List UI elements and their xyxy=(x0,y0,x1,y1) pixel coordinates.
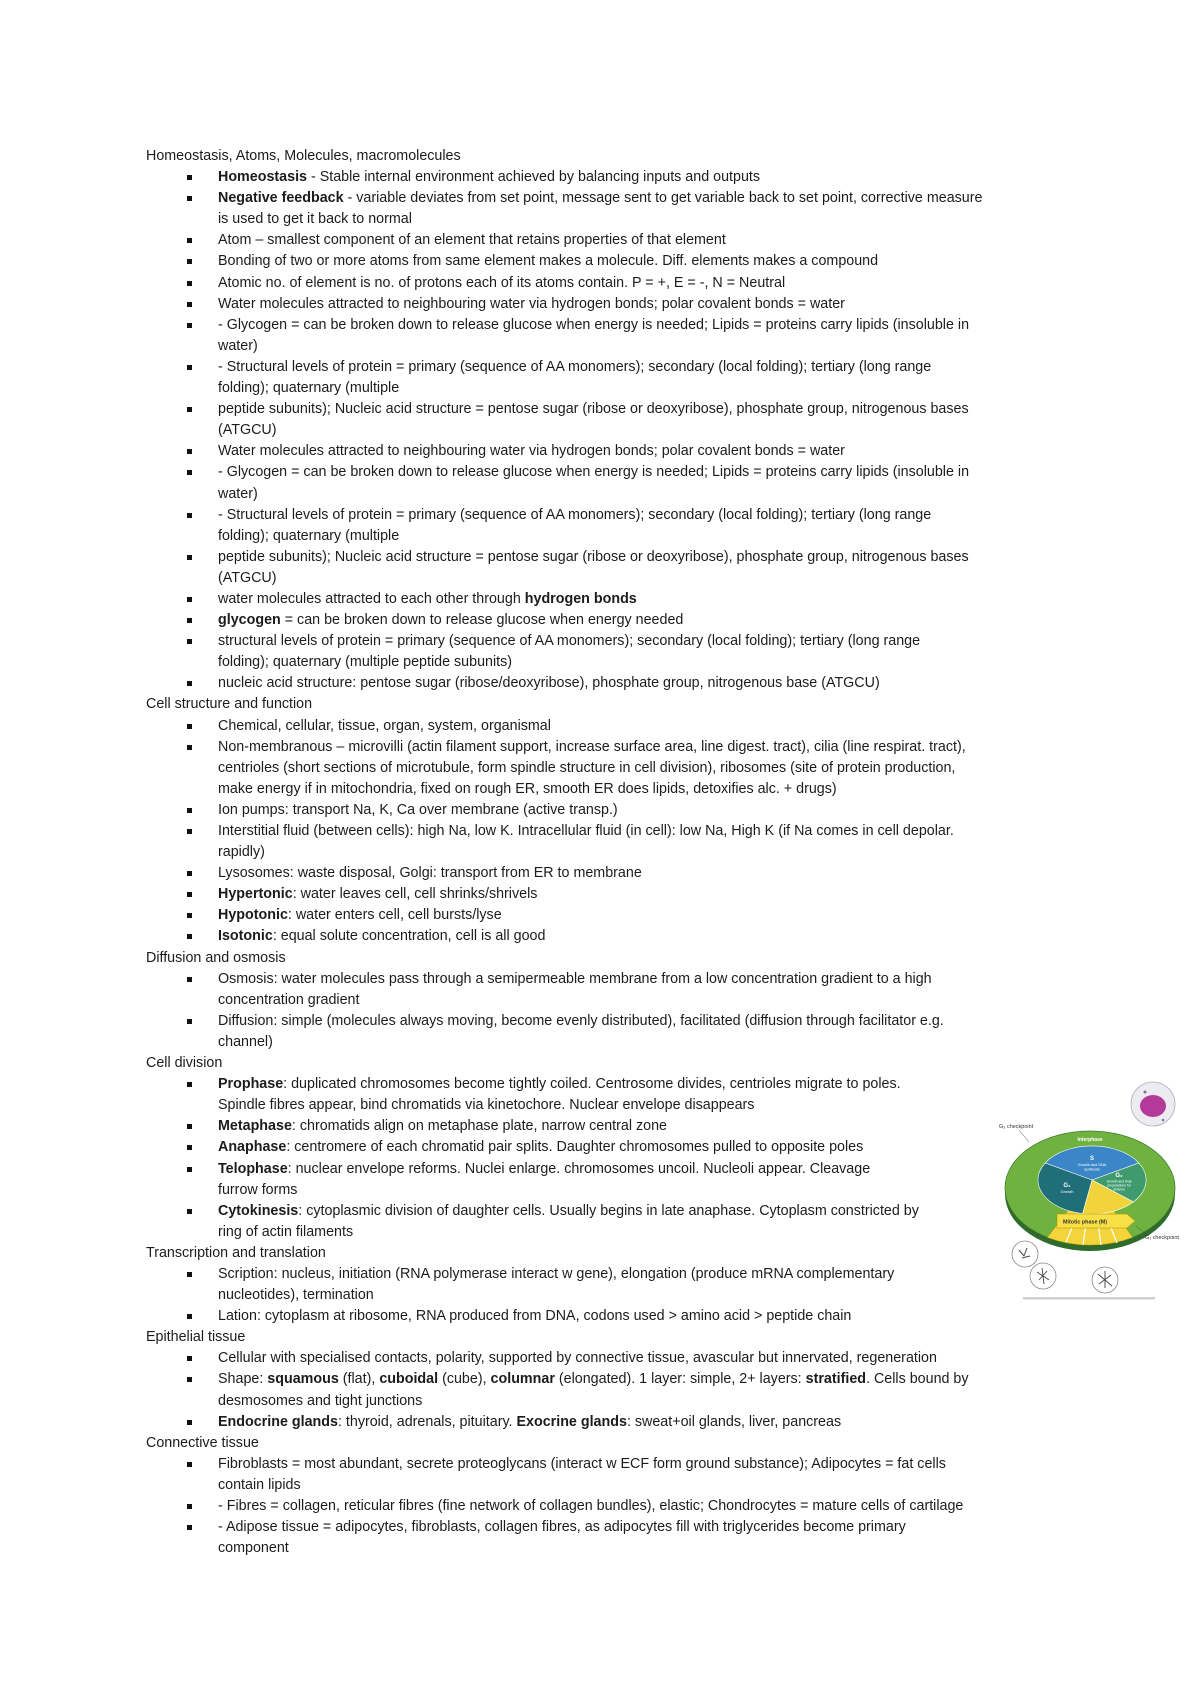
bullet-square-icon xyxy=(187,302,192,307)
text-run: : sweat+oil glands, liver, pancreas xyxy=(626,1413,842,1430)
bullet-text-line: water) xyxy=(218,485,258,502)
bold-term: Metaphase xyxy=(218,1118,292,1135)
bullet-item xyxy=(0,357,1200,399)
bullet-item xyxy=(0,441,1200,462)
text-run: Shape: xyxy=(218,1371,268,1388)
bullet-square-icon xyxy=(187,238,192,243)
bullet-square-icon xyxy=(187,365,192,370)
bullet-text-line: Cellular with specialised contacts, polarity, supported by connective tissue, avascular but innervated, regeneration xyxy=(218,1350,937,1367)
g2-phase-description: Growth and final xyxy=(1106,1179,1132,1184)
section-heading: Cell division xyxy=(146,1055,223,1072)
text-run: (flat), xyxy=(338,1371,380,1388)
bold-term: stratified xyxy=(805,1371,867,1388)
bold-term: glycogen xyxy=(218,612,281,629)
bold-term: Isotonic xyxy=(218,928,273,945)
section-heading: Transcription and translation xyxy=(146,1244,326,1261)
section-heading: Homeostasis, Atoms, Molecules, macromolecules xyxy=(146,148,461,164)
bullet-item xyxy=(0,547,1200,589)
bullet-item xyxy=(0,905,1200,926)
section-heading: Cell structure and function xyxy=(146,696,313,713)
bullet-text-line: Ion pumps: transport Na, K, Ca over membrane (active transp.) xyxy=(218,801,618,818)
bullet-text-line: - Structural levels of protein = primary (sequence of AA monomers); secondary (local folding); tertiary (long range xyxy=(218,506,932,523)
bullet-text-line xyxy=(0,167,1200,188)
section-heading: Diffusion and osmosis xyxy=(146,949,286,966)
bullet-text-line: - Adipose tissue = adipocytes, fibroblasts, collagen fibres, as adipocytes fill with triglycerides become primary xyxy=(218,1519,906,1536)
bullet-square-icon xyxy=(187,1082,192,1087)
bullet-text-line xyxy=(0,589,1200,610)
bullet-item xyxy=(0,505,1200,547)
bold-term: Negative feedback xyxy=(218,190,344,207)
bullet-item xyxy=(0,716,1200,737)
bullet-square-icon xyxy=(187,1124,192,1129)
bold-term: Exocrine glands xyxy=(516,1413,627,1430)
g2-phase-description: division xyxy=(1113,1187,1125,1192)
bullet-text-line: - Glycogen = can be broken down to release glucose when energy is needed; Lipids = proteins carry lipids (insoluble in xyxy=(218,464,970,481)
bullet-square-icon xyxy=(187,913,192,918)
cell-cycle-figure xyxy=(995,1068,1195,1308)
bullet-square-icon xyxy=(187,1209,192,1214)
bullet-square-icon xyxy=(187,1145,192,1150)
bold-term: Cytokinesis xyxy=(218,1202,299,1219)
bullet-text-line: nucleic acid structure: pentose sugar (ribose/deoxyribose), phosphate group, nitrogenous base (ATGCU) xyxy=(218,675,880,692)
text-run: : water leaves cell, cell shrinks/shrivels xyxy=(292,886,538,903)
bullet-item xyxy=(0,1412,1200,1433)
bullet-item xyxy=(0,188,1200,230)
bullet-item xyxy=(0,462,1200,504)
bullet-text-line: (ATGCU) xyxy=(218,569,277,586)
bullet-text-line: Lysosomes: waste disposal, Golgi: transport from ER to membrane xyxy=(218,865,642,882)
bullet-text-line xyxy=(0,926,1200,947)
bullet-text-line: ring of actin filaments xyxy=(218,1223,354,1240)
bullet-text-line: Water molecules attracted to neighbouring water via hydrogen bonds; polar covalent bonds = water xyxy=(218,295,845,312)
bullet-text-line xyxy=(0,188,1200,209)
text-run: . Cells bound by xyxy=(866,1371,969,1388)
bullet-text-line: desmosomes and tight junctions xyxy=(218,1392,423,1409)
bullet-item xyxy=(0,167,1200,188)
bullet-item xyxy=(0,800,1200,821)
bullet-square-icon xyxy=(187,407,192,412)
bullet-item xyxy=(0,251,1200,272)
bullet-square-icon xyxy=(187,681,192,686)
bold-term: squamous xyxy=(267,1371,339,1388)
text-run: : cytoplasmic division of daughter cells. Usually begins in late anaphase. Cytoplasm constricted by xyxy=(298,1202,919,1219)
g1-phase-label: G₁ xyxy=(1063,1183,1071,1189)
bullet-square-icon xyxy=(187,1356,192,1361)
bullet-text-line: Fibroblasts = most abundant, secrete proteoglycans (interact w ECF form ground substance); Adipocytes = fat cells xyxy=(218,1455,946,1472)
bold-term: Prophase xyxy=(218,1076,284,1093)
bullet-text-line: folding); quaternary (multiple xyxy=(218,527,400,544)
bullet-text-line: - Structural levels of protein = primary (sequence of AA monomers); secondary (local folding); tertiary (long range xyxy=(218,358,932,375)
bullet-text-line: structural levels of protein = primary (sequence of AA monomers); secondary (local folding); tertiary (long range xyxy=(218,633,921,650)
bullet-square-icon xyxy=(187,745,192,750)
bullet-text-line: is used to get it back to normal xyxy=(218,211,412,228)
bullet-square-icon xyxy=(187,1272,192,1277)
text-run: : chromatids align on metaphase plate, narrow central zone xyxy=(291,1118,668,1135)
bullet-square-icon xyxy=(187,871,192,876)
bullet-square-icon xyxy=(187,281,192,286)
bullet-item xyxy=(0,821,1200,863)
text-run: (cube), xyxy=(438,1371,491,1388)
section-heading: Connective tissue xyxy=(146,1434,259,1451)
bullet-text-line xyxy=(0,1369,1200,1390)
bullet-text-line: furrow forms xyxy=(218,1181,298,1198)
bold-term: columnar xyxy=(490,1371,555,1388)
g1-phase-description: Growth xyxy=(1060,1189,1074,1194)
s-phase-description: synthesis xyxy=(1084,1167,1100,1172)
bullet-item xyxy=(0,610,1200,631)
interphase-label: Interphase xyxy=(1077,1137,1103,1143)
bold-term: cuboidal xyxy=(379,1371,439,1388)
g1-checkpoint-label: G₁ checkpoint xyxy=(1145,1235,1179,1241)
bullet-item xyxy=(0,969,1200,1011)
text-run: = can be broken down to release glucose when energy needed xyxy=(280,612,684,629)
bullet-text-line: Spindle fibres appear, bind chromatids via kinetochore. Nuclear envelope disappears xyxy=(218,1097,755,1114)
bullet-square-icon xyxy=(187,1462,192,1467)
text-run: : nuclear envelope reforms. Nuclei enlarge. chromosomes uncoil. Nucleoli appear. Cleavage xyxy=(287,1160,871,1177)
bullet-square-icon xyxy=(187,829,192,834)
g2-checkpoint-label: G₂ checkpoint xyxy=(999,1124,1034,1130)
bullet-text-line: folding); quaternary (multiple xyxy=(218,380,400,397)
bullet-item xyxy=(0,1306,1200,1327)
bullet-square-icon xyxy=(187,175,192,180)
text-run: : thyroid, adrenals, pituitary. xyxy=(337,1413,517,1430)
figure-credit-line xyxy=(1023,1297,1155,1300)
bullet-text-line: contain lipids xyxy=(218,1476,301,1493)
bullet-item xyxy=(0,673,1200,694)
g2-phase-label: G₂ xyxy=(1115,1173,1123,1179)
bullet-square-icon xyxy=(187,724,192,729)
bullet-square-icon xyxy=(187,1377,192,1382)
mitotic-phase-label: Mitotic phase (M) xyxy=(1063,1219,1108,1226)
bullet-text-line: water) xyxy=(218,337,258,354)
bullet-square-icon xyxy=(187,597,192,602)
section-heading: Epithelial tissue xyxy=(146,1329,246,1346)
bullet-text-line: Scription: nucleus, initiation (RNA polymerase interact w gene), elongation (produce mRNA complementary xyxy=(218,1265,895,1282)
bullet-square-icon xyxy=(187,470,192,475)
bullet-text-line: make energy if in mitochondria, fixed on rough ER, smooth ER does lipids, detoxifies alc. + drugs) xyxy=(218,780,837,797)
text-run: - variable deviates from set point, message sent to get variable back to set point, corrective measure xyxy=(343,190,983,207)
cell-dot xyxy=(1162,1119,1165,1122)
text-run: : equal solute concentration, cell is all good xyxy=(272,928,546,945)
bullet-square-icon xyxy=(187,1019,192,1024)
bullet-item xyxy=(0,1011,1200,1053)
bullet-text-line: Atomic no. of element is no. of protons each of its atoms contain. P = +, E = -, N = Neutral xyxy=(218,274,786,291)
bullet-text-line: concentration gradient xyxy=(218,991,360,1008)
bullet-square-icon xyxy=(187,196,192,201)
bullet-square-icon xyxy=(187,449,192,454)
bullet-text-line: Non-membranous – microvilli (actin filament support, increase surface area, line digest. tract), cilia (line respirat. tract), xyxy=(218,738,966,755)
text-run: water molecules attracted to each other through xyxy=(218,590,525,607)
bullet-square-icon xyxy=(187,1525,192,1530)
bullet-text-line: centrioles (short sections of microtubule, form spindle structure in cell division), ribosomes (site of protein production, xyxy=(218,759,956,776)
s-phase-label: S xyxy=(1089,1156,1095,1162)
text-run: : centromere of each chromatid pair splits. Daughter chromosomes pulled to opposite poles xyxy=(286,1139,864,1156)
bullet-square-icon xyxy=(187,555,192,560)
bullet-item xyxy=(0,1348,1200,1369)
bullet-square-icon xyxy=(187,618,192,623)
bullet-text-line: Interstitial fluid (between cells): high Na, low K. Intracellular fluid (in cell): low Na, High K (if Na comes in cell depolar. xyxy=(218,823,954,839)
bullet-item xyxy=(0,884,1200,905)
bold-term: Hypotonic xyxy=(218,907,288,924)
bullet-item xyxy=(0,589,1200,610)
bullet-item xyxy=(0,1369,1200,1411)
bold-term: Hypertonic xyxy=(218,886,293,903)
bullet-item xyxy=(0,737,1200,800)
bullet-square-icon xyxy=(187,1504,192,1509)
bullet-text-line: peptide subunits); Nucleic acid structure = pentose sugar (ribose or deoxyribose), phosphate group, nitrogenous bases xyxy=(218,401,969,418)
bold-term: Telophase xyxy=(218,1160,288,1177)
bullet-square-icon xyxy=(187,1314,192,1319)
cell-dot xyxy=(1144,1091,1147,1094)
bullet-square-icon xyxy=(187,892,192,897)
bullet-item xyxy=(0,315,1200,357)
bold-term: Anaphase xyxy=(218,1139,287,1156)
notes-document xyxy=(0,146,1200,1559)
bullet-item xyxy=(0,926,1200,947)
cell-cycle-diagram xyxy=(995,1068,1195,1308)
bullet-text-line: Bonding of two or more atoms from same element makes a molecule. Diff. elements makes a compound xyxy=(218,253,879,270)
bullet-item xyxy=(0,399,1200,441)
bullet-square-icon xyxy=(187,808,192,813)
bullet-item xyxy=(0,631,1200,673)
bullet-text-line: nucleotides), termination xyxy=(218,1287,374,1304)
bullet-item xyxy=(0,230,1200,251)
text-run: : duplicated chromosomes become tightly coiled. Centrosome divides, centrioles migrate to poles. xyxy=(283,1076,901,1093)
bullet-text-line xyxy=(0,905,1200,926)
bullet-text-line: - Fibres = collagen, reticular fibres (fine network of collagen bundles), elastic; Chondrocytes = mature cells of cartilage xyxy=(218,1498,964,1514)
bullet-text-line: Chemical, cellular, tissue, organ, system, organismal xyxy=(218,717,551,734)
bullet-item xyxy=(0,1496,1200,1517)
bullet-text-line: rapidly) xyxy=(218,844,265,861)
bullet-text-line: peptide subunits); Nucleic acid structure = pentose sugar (ribose or deoxyribose), phosphate group, nitrogenous bases xyxy=(218,548,969,565)
bold-term: Endocrine glands xyxy=(218,1413,338,1430)
bullet-text-line: folding); quaternary (multiple peptide subunits) xyxy=(218,654,513,671)
cell-nucleus-blob xyxy=(1140,1095,1166,1117)
text-run: (elongated). 1 layer: simple, 2+ layers: xyxy=(554,1371,806,1388)
bullet-text-line: Diffusion: simple (molecules always moving, become evenly distributed), facilitated (diffusion through facilitator e.g. xyxy=(218,1012,944,1029)
bullet-text-line xyxy=(0,610,1200,631)
bullet-square-icon xyxy=(187,639,192,644)
bullet-square-icon xyxy=(187,1167,192,1172)
g2-phase-description: preparations for xyxy=(1107,1183,1131,1188)
bullet-square-icon xyxy=(187,1420,192,1425)
bullet-text-line: Water molecules attracted to neighbouring water via hydrogen bonds; polar covalent bonds = water xyxy=(218,443,845,460)
bold-term: Homeostasis xyxy=(218,169,307,186)
bullet-square-icon xyxy=(187,259,192,264)
bullet-square-icon xyxy=(187,513,192,518)
bullet-text-line: (ATGCU) xyxy=(218,422,277,439)
bullet-item xyxy=(0,1454,1200,1496)
bold-term: hydrogen bonds xyxy=(524,590,637,607)
bullet-square-icon xyxy=(187,977,192,982)
bullet-text-line xyxy=(0,884,1200,905)
bullet-item xyxy=(0,863,1200,884)
bullet-text-line: - Glycogen = can be broken down to release glucose when energy is needed; Lipids = proteins carry lipids (insoluble in xyxy=(218,316,970,333)
bullet-square-icon xyxy=(187,323,192,328)
text-run: - Stable internal environment achieved by balancing inputs and outputs xyxy=(307,169,761,186)
bullet-item xyxy=(0,273,1200,294)
s-phase-description: Growth and DNA xyxy=(1077,1163,1107,1167)
bullet-text-line: Atom – smallest component of an element that retains properties of that element xyxy=(218,232,726,249)
bullet-square-icon xyxy=(187,934,192,939)
bullet-item xyxy=(0,1517,1200,1559)
bullet-text-line: Osmosis: water molecules pass through a semipermeable membrane from a low concentration gradient to a high xyxy=(218,970,932,987)
bullet-text-line: component xyxy=(218,1540,289,1557)
bullet-text-line: channel) xyxy=(218,1033,273,1050)
bullet-text-line: Lation: cytoplasm at ribosome, RNA produced from DNA, codons used > amino acid > peptide chain xyxy=(218,1308,852,1325)
g2-checkpoint-pointer xyxy=(1019,1130,1029,1142)
text-run: : water enters cell, cell bursts/lyse xyxy=(287,907,502,924)
bullet-text-line xyxy=(0,1412,1200,1433)
bullet-item xyxy=(0,294,1200,315)
